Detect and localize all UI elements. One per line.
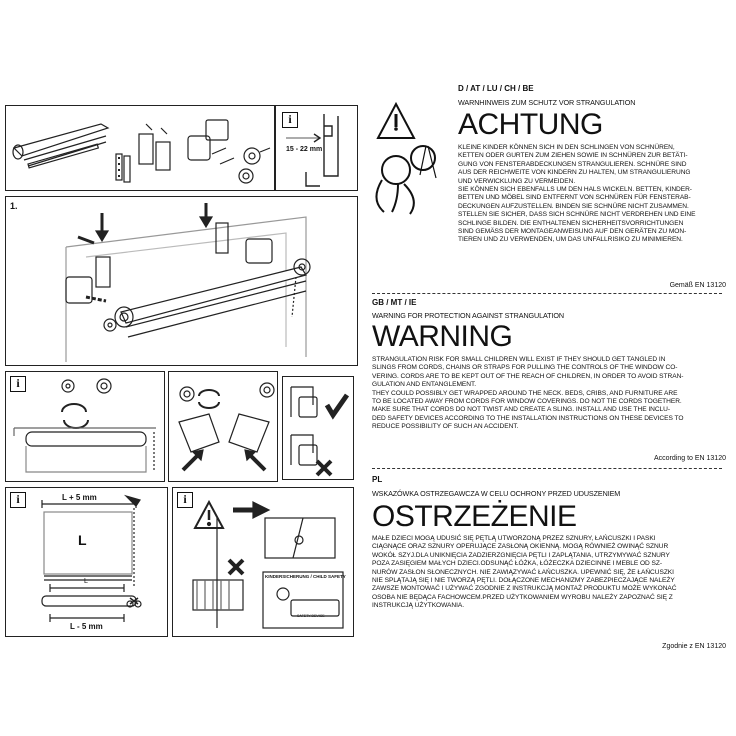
body-line: GULATION AND ENTANGLEMENT.	[372, 381, 476, 389]
installation-illustration	[6, 197, 359, 367]
info-icon: i	[10, 376, 26, 392]
body-line: TIEREN UND ZU VERWENDEN, UM DAS UNFALLRISIKO ZU MINIMIEREN.	[458, 236, 683, 244]
section-pl-body	[372, 535, 726, 611]
hands-illustration	[169, 372, 279, 483]
body-line: SIE KÖNNEN SICH EBENFALLS UM DEN HALS WICKELN. BETTEN, KINDER-	[458, 186, 692, 194]
body-line: KETTEN ODER GURTEN ZUM ZIEHEN SOWIE IN SCHNÜREN ZUR BETÄTI-	[458, 152, 688, 160]
parts-illustration	[6, 106, 276, 192]
body-line: NURÓW ZASŁON SŁONECZNYCH. NIE ZAWIĄZYWAĆ ŁAŃCUSZKA. UPEWNIĆ SIĘ, ŻE ŁAŃCUSZKI	[372, 568, 674, 576]
measurement-panel	[5, 487, 168, 637]
smiley-icon	[277, 588, 289, 600]
rotation-illustration	[6, 372, 166, 483]
body-line: CIĄGNĄCE ORAZ SZNURY OPERUJĄCE ZASŁONĄ OKIENNĄ. MOGĄ RÓWNIEŻ OWINĄĆ SZNUR	[372, 543, 669, 551]
body-line: KLEINE KINDER KÖNNEN SICH IN DEN SCHLINGEN VON SCHNÜREN,	[458, 144, 675, 151]
step-1-panel	[5, 196, 358, 366]
body-line: ZAWSZE MONTOWAĆ I UŻYWAĆ ZGODNIE Z INSTRUKCJĄ MONTAŻ PRODUKTU MOŻE WYKONAĆ	[372, 585, 677, 593]
body-line: POZA ZASIĘGIEM MAŁYCH DZIECI.ODSUNĄĆ ŁÓŻKA, ŁÓŻECZKA DZIECINNE I MEBLE OD SZ-	[372, 560, 662, 568]
body-line: DECKUNGEN AUFZUSTELLEN. BINDEN SIE SCHNÜRE NICHT ZUSAMMEN.	[458, 202, 689, 210]
body-line: MAKE SURE THAT CORDS DO NOT TWIST AND CREATE A SLING. INSTALL AND USE THE INCLU-	[372, 406, 671, 414]
section-de-standard: Gemäß EN 13120	[669, 282, 726, 289]
mounting-depth-panel	[275, 105, 358, 191]
body-line: THEY COULD POSSIBLY GET WRAPPED AROUND THE NECK. BEDS, CRIBS, AND FURNITURE ARE	[372, 389, 678, 397]
measurement-illustration	[6, 488, 169, 638]
child-safety-panel	[172, 487, 354, 637]
info-icon: i	[177, 492, 193, 508]
section-gb-lang: GB / MT / IE	[372, 298, 417, 307]
body-line: NIE SPLĄTAJĄ SIĘ I NIE TWORZĄ PĘTLI. DOŁĄCZONE MECHANIZMY ZABEZPIECZAJĄCE NALEŻY	[372, 577, 675, 585]
body-line: REDUCE POSSIBILITY OF SUCH AN ACCIDENT.	[372, 423, 519, 431]
section-de-lang: D / AT / LU / CH / BE	[458, 84, 534, 93]
body-line: TO BE LOCATED AWAY FROM CORDS FOR WINDOW COVERINGS. DO NOT TIE CORDS TOGETHER.	[372, 398, 682, 406]
body-line: MAŁE DZIECI MOGĄ UDUSIĆ SIĘ PĘTLĄ UTWORZONĄ PRZEZ SZNURY, ŁAŃCUSZKI I PASKI	[372, 535, 656, 542]
section-gb-standard: According to EN 13120	[654, 455, 726, 462]
roller-rotation-panel	[5, 371, 165, 482]
section-gb-body	[372, 356, 726, 432]
body-line: STELLEN SIE SICHER, DASS SICH SCHNÜRE NICHT VERDREHEN UND EINE	[458, 211, 696, 219]
section-pl-title: OSTRZEŻENIE	[372, 500, 577, 533]
correct-incorrect-panel	[282, 376, 354, 480]
divider	[372, 468, 722, 469]
warning-triangle-icon-de	[378, 104, 414, 138]
section-de-title: ACHTUNG	[458, 108, 603, 141]
safety-illustration	[173, 488, 355, 638]
check-cross-illustration	[283, 377, 355, 481]
body-line: OSOBA NIE BĘDĄCA FACHOWCEM.PRZED UŻYTKOWANIEM WYROBU NALEŻY ZAPOZNAĆ SIĘ Z	[372, 593, 673, 601]
bracket-clip-panel	[168, 371, 278, 482]
body-line: SLINGS FROM CORDS, CHAINS OR STRAPS FOR PULLING THE CONTROLS OF THE WINDOW CO-	[372, 364, 678, 372]
info-icon: i	[10, 492, 26, 508]
section-gb-title: WARNING	[372, 320, 513, 353]
body-line: DED SAFETY DEVICES ACCORDING TO THE INSTALLATION INSTRUCTIONS ON THESE DEVICES TO	[372, 414, 684, 422]
body-line: UND VERWICKLUNG ZU VERMEIDEN.	[458, 177, 576, 185]
section-de-subtitle: WARNHINWEIS ZUM SCHUTZ VOR STRANGULATION	[458, 98, 636, 107]
section-pl-subtitle: WSKAZÓWKA OSTRZEGAWCZA W CELU OCHRONY PRZED UDUSZENIEM	[372, 489, 621, 498]
body-line: STRANGULATION RISK FOR SMALL CHILDREN WILL EXIST IF THEY SHOULD GET TANGLED IN	[372, 356, 666, 363]
safety-sticker-header: KINDERSICHERUNG / CHILD SAFETY	[265, 574, 346, 579]
section-pl-standard: Zgodnie z EN 13120	[662, 643, 726, 650]
dimension-label: 15 - 22 mm	[286, 146, 323, 153]
section-de-body	[458, 144, 726, 245]
parts-overview-panel	[5, 105, 275, 191]
inner-width-label: L	[84, 578, 88, 585]
body-line: WOKÓŁ SZYJ.DLA UNIKNIĘCIA ZADZIERZGNIĘCIA PĘTLI I ZAPLĄTANIA, UTRZYMYWAĆ SZNURY	[372, 551, 670, 559]
section-pl-lang: PL	[372, 475, 383, 484]
safety-sticker-small: SAFETY DEVICE	[297, 614, 325, 618]
step-number: 1.	[10, 201, 18, 211]
body-line: GUNG VON FENSTERABDECKUNGEN STRANGULIEREN. SCHNÜRE SIND	[458, 160, 687, 168]
body-line: INSTRUKCJĄ UŻYTKOWANIA.	[372, 602, 465, 610]
body-line: SCHLINGE BILDEN. DIE ENTHALTENEN SICHERHEITSVORRICHTUNGEN	[458, 219, 684, 227]
info-icon: i	[282, 112, 298, 128]
divider	[372, 293, 722, 294]
section-gb-subtitle: WARNING FOR PROTECTION AGAINST STRANGULATION	[372, 311, 564, 320]
width-minus-label: L - 5 mm	[70, 622, 103, 631]
body-line: BETTEN UND MÖBEL SIND ENTFERNT VON SCHNÜREN FÜR FENSTERAB-	[458, 194, 691, 202]
body-line: AUS DER REICHWEITE VON KINDERN ZU HALTEN, UM STRANGULIERUNG	[458, 169, 691, 177]
body-line: VERING. CORDS ARE TO BE KEPT OUT OF THE REACH OF CHILDREN, IN ORDER TO AVOID STRAN-	[372, 372, 684, 380]
body-line: SIND GEMÄSS DER MONTAGEANWEISUNG AUF DEN GERÄTEN ZU MON-	[458, 228, 687, 236]
width-plus-label: L + 5 mm	[62, 493, 97, 502]
width-label: L	[78, 532, 87, 548]
